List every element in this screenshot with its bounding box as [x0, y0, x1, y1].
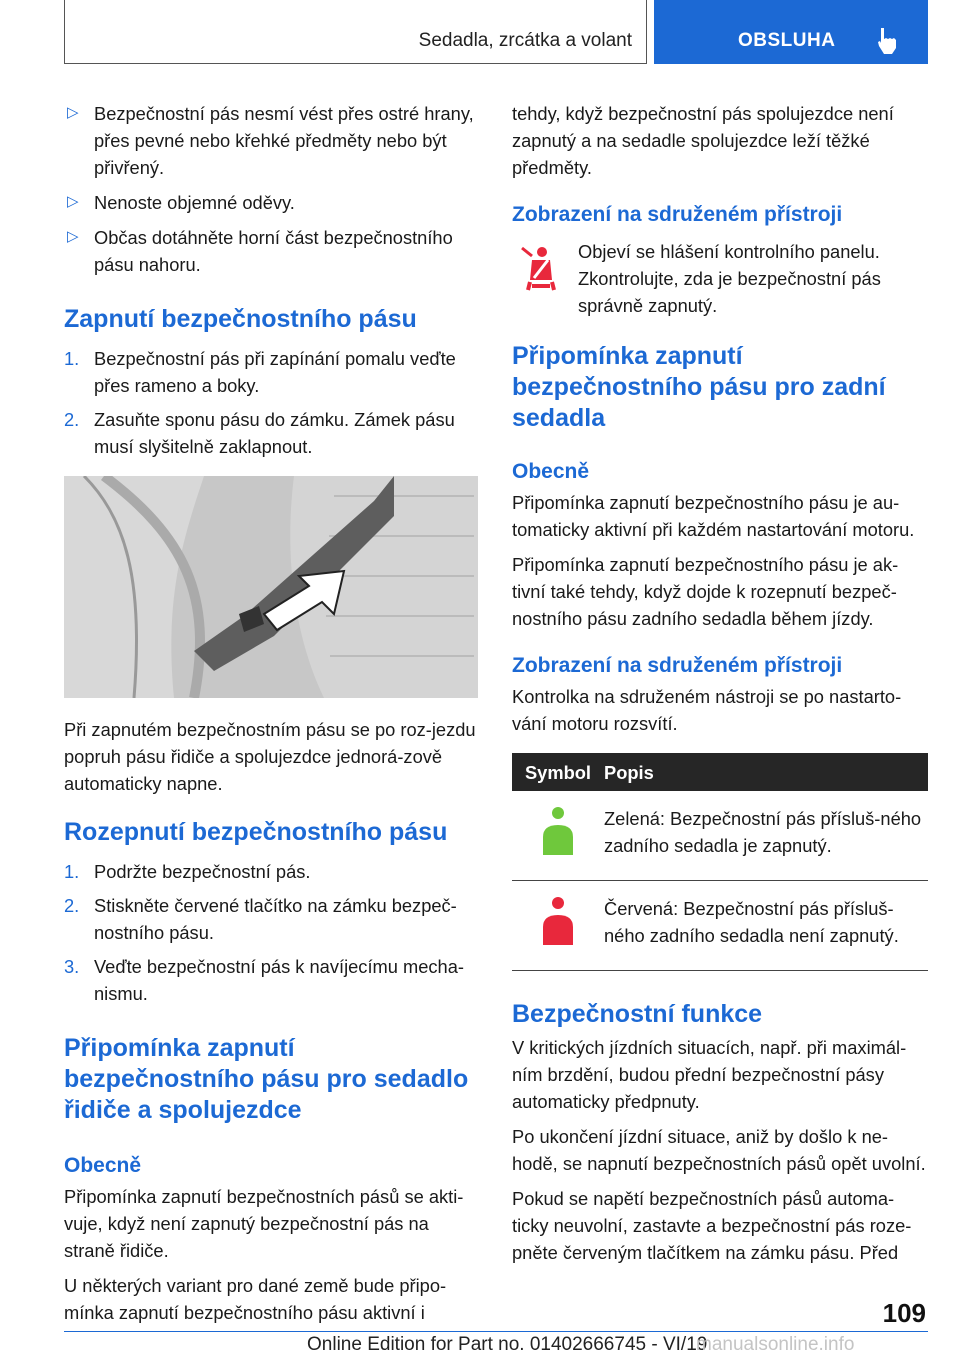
paragraph: Při zapnutém bezpečnostním pásu se po roz‐jezdu popruh pásu řidiče a spolujezdce jednorá‐zově automaticky napne.: [64, 719, 476, 794]
seatbelt-warning-icon: [520, 246, 560, 292]
footer-rule: [64, 1331, 928, 1332]
paragraph: Pokud se napětí bezpečnostních pásů automa‐ticky neuvolní, zastavte a bezpečnostní pás roze‐pněte červeným tlačítkem na zámku pásu. Před: [512, 1188, 912, 1263]
triangle-bullet-icon: ▷: [67, 193, 79, 210]
section-title-box: [64, 0, 647, 64]
symbol-cell: [512, 791, 604, 881]
rear-seatbelt-green-icon: [541, 805, 575, 857]
heading-display-1: Zobrazení na sdruženém přístroji: [512, 203, 843, 226]
left-column: [64, 100, 482, 1334]
seatbelt-photo: [64, 476, 478, 698]
list-item: 1. Bezpečnostní pás při zapínání pomalu veďte přes rameno a boky.: [64, 348, 456, 396]
list-item: 1. Podržte bezpečnostní pás.: [64, 861, 311, 882]
page-number: 109: [882, 1298, 926, 1328]
list-item: ▷ Bezpečnostní pás nesmí vést přes ostré hrany, přes pevné nebo křehké předměty nebo být přivřený.: [64, 100, 482, 181]
symbol-table: [512, 753, 928, 971]
heading-general: Obecně: [512, 460, 590, 483]
heading-general: Obecně: [64, 1154, 142, 1177]
list-item: 2. Zasuňte sponu pásu do zámku. Zámek pásu musí slyšitelně zaklapnout.: [64, 409, 455, 457]
paragraph: Připomínka zapnutí bezpečnostních pásů se akti‐vuje, když není zapnutý bezpečnostní pás na straně řidiče.: [64, 1186, 464, 1261]
column-header-symbol: Symbol: [512, 753, 604, 791]
edition-text: Online Edition for Part no. 01402666745 - VI/19: [307, 1334, 708, 1355]
paragraph: tehdy, když bezpečnostní pás spolujezdce není zapnutý a na sedadle spolujezdce leží těžké předměty.: [512, 103, 894, 178]
description-cell: Zelená: Bezpečnostní pás přísluš‐ného zadního sedadla je zapnutý.: [604, 791, 928, 881]
page-header: [64, 0, 928, 66]
paragraph: U některých variant pro dané země bude připo‐mínka zapnutí bezpečnostního pásu aktivní i: [64, 1275, 447, 1323]
hand-pointer-icon: [876, 26, 902, 56]
heading-reminder: Připomínka zapnutí bezpečnostního pásu pro sedadlo řidiče a spolujezdce: [64, 1034, 469, 1124]
heading-display-2: Zobrazení na sdruženém přístroji: [512, 654, 843, 677]
chapter-tab: [654, 0, 928, 64]
chapter-tab-label: OBSLUHA: [738, 30, 836, 51]
rear-seatbelt-red-icon: [541, 895, 575, 947]
heading-safety: Bezpečnostní funkce: [512, 1000, 763, 1028]
triangle-bullet-icon: ▷: [67, 104, 79, 121]
description-cell: Červená: Bezpečnostní pás přísluš‐ného zadního sedadla není zapnutý.: [604, 881, 928, 971]
heading-rear-reminder: Připomínka zapnutí bezpečnostního pásu pro zadní sedadla: [512, 342, 886, 432]
list-item: 2. Stiskněte červené tlačítko na zámku bezpeč‐nostního pásu.: [64, 895, 457, 943]
list-item: ▷ Občas dotáhněte horní část bezpečnostního pásu nahoru.: [64, 224, 482, 278]
heading-unfasten: Rozepnutí bezpečnostního pásu: [64, 818, 448, 846]
section-title: Sedadla, zrcátka a volant: [418, 30, 632, 51]
warning-text: Objeví se hlášení kontrolního panelu. Zkontrolujte, zda je bezpečnostní pás správně zapnutý.: [578, 241, 881, 316]
table-row: [512, 791, 928, 881]
heading-fasten: Zapnutí bezpečnostního pásu: [64, 305, 417, 333]
list-item: 3. Veďte bezpečnostní pás k navíjecímu mecha‐nismu.: [64, 956, 464, 1004]
paragraph: Připomínka zapnutí bezpečnostního pásu je au‐tomaticky aktivní při každém nastartování motoru.: [512, 492, 915, 540]
paragraph: Připomínka zapnutí bezpečnostního pásu je ak‐tivní také tehdy, když dojde k rozepnutí bezpeč‐nostního pásu zadního sedadla během jízdy.: [512, 554, 899, 629]
table-header-row: [512, 753, 928, 791]
list-item: ▷ Nenoste objemné oděvy.: [64, 189, 482, 216]
symbol-cell: [512, 881, 604, 971]
column-header-description: Popis: [604, 753, 928, 791]
paragraph: V kritických jízdních situacích, např. při maximál‐ním brzdění, budou přední bezpečnostní pásy automaticky předpnuty.: [512, 1037, 907, 1112]
right-column: [512, 100, 930, 1274]
table-row: [512, 881, 928, 971]
triangle-bullet-icon: ▷: [67, 228, 79, 245]
watermark: manualsonline.info: [696, 1334, 855, 1355]
warning-block: [512, 238, 930, 319]
paragraph: Po ukončení jízdní situace, aniž by došlo k ne‐hodě, se napnutí bezpečnostních pásů opět uvolní.: [512, 1126, 926, 1174]
paragraph: Kontrolka na sdruženém nástroji se po nastarto‐vání motoru rozsvítí.: [512, 686, 902, 734]
